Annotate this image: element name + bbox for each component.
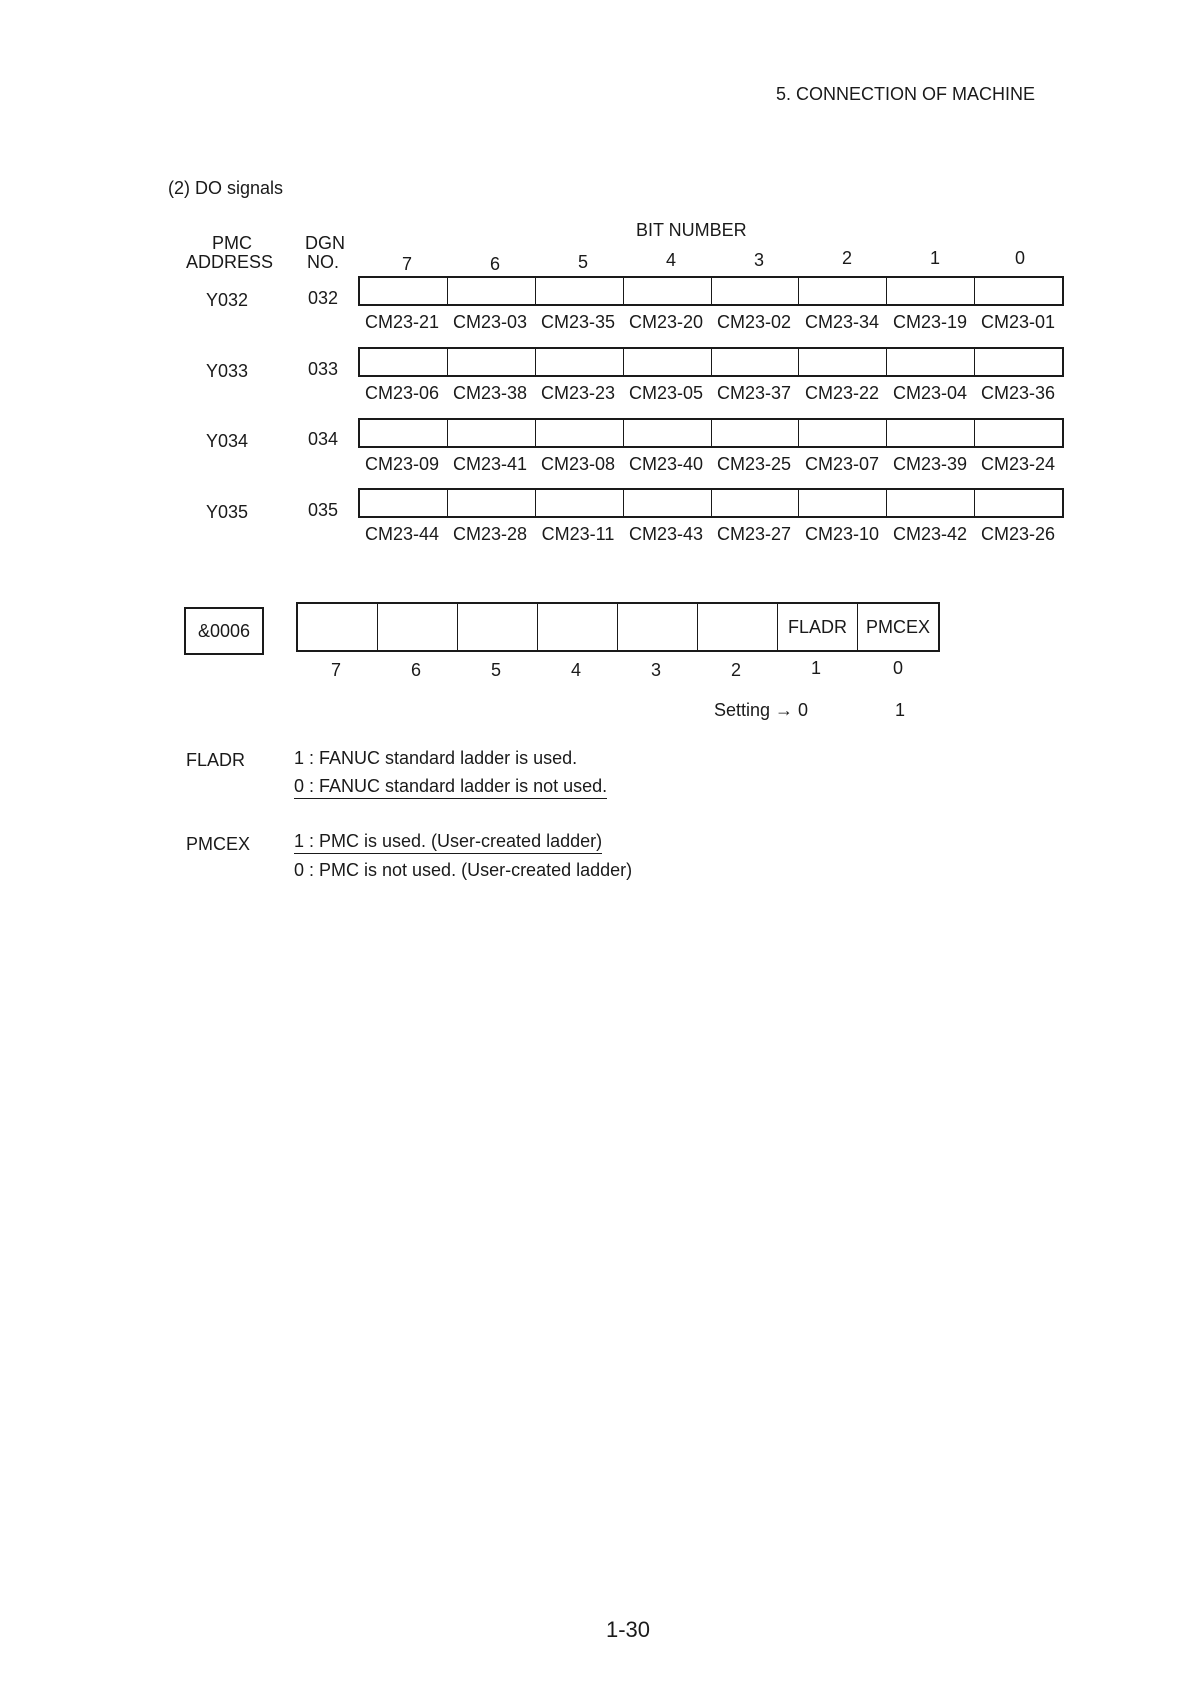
row-address: Y032: [206, 290, 249, 310]
param-bit-label: 7: [331, 660, 342, 680]
row-address: Y033: [206, 361, 249, 381]
connector-label: CM23-26: [980, 524, 1056, 544]
row-dgn: 034: [308, 429, 339, 449]
parameter-bit-box: [296, 602, 940, 652]
connector-label: CM23-37: [716, 383, 792, 403]
connector-label: CM23-28: [452, 524, 528, 544]
connector-label: CM23-27: [716, 524, 792, 544]
definition-line-selected: 1 : PMC is used. (User-created ladder): [294, 831, 602, 854]
address-header: ADDRESS: [186, 252, 274, 272]
param-bit-cell: [698, 604, 778, 650]
row-address: Y035: [206, 502, 249, 522]
connector-label: CM23-42: [892, 524, 968, 544]
bit-label: 5: [578, 252, 589, 272]
connector-label: CM23-06: [364, 383, 440, 403]
connector-label: CM23-21: [364, 312, 440, 332]
connector-label: CM23-25: [716, 454, 792, 474]
definition-name: FLADR: [186, 750, 246, 770]
connector-label: CM23-02: [716, 312, 792, 332]
connector-label: CM23-10: [804, 524, 880, 544]
connector-label: CM23-04: [892, 383, 968, 403]
page-number: 1-30: [606, 1617, 651, 1642]
connector-label: CM23-11: [541, 524, 615, 544]
param-bit-cell-fladr: FLADR: [778, 604, 858, 650]
connector-label: CM23-09: [364, 454, 440, 474]
row-dgn: 035: [308, 500, 339, 520]
param-bit-cell: [298, 604, 378, 650]
row-dgn: 033: [308, 359, 339, 379]
bit-cells-row: [358, 488, 1064, 518]
param-bit-label: 2: [731, 660, 742, 680]
connector-labels-row: [358, 454, 1062, 475]
connector-labels-row: [358, 524, 1062, 545]
definition-line: 1 : FANUC standard ladder is used.: [294, 748, 578, 768]
section-title: (2) DO signals: [168, 178, 284, 198]
row-address: Y034: [206, 431, 249, 451]
row-dgn: 032: [308, 288, 339, 308]
connector-label: CM23-07: [804, 454, 880, 474]
section-header: 5. CONNECTION OF MACHINE: [776, 84, 1036, 104]
connector-label: CM23-01: [980, 312, 1056, 332]
param-bit-cell: [378, 604, 458, 650]
connector-label: CM23-41: [452, 454, 528, 474]
connector-label: CM23-24: [980, 454, 1056, 474]
bit-label: 6: [490, 254, 501, 274]
bit-cells-row: [358, 347, 1064, 377]
bit-label: 0: [1015, 248, 1026, 268]
connector-label: CM23-40: [628, 454, 704, 474]
param-bit-label: 4: [571, 660, 582, 680]
bit-label: 7: [402, 254, 413, 274]
connector-labels-row: [358, 383, 1062, 404]
param-bit-label: 1: [811, 658, 822, 678]
connector-label: CM23-43: [628, 524, 704, 544]
definition-name: PMCEX: [186, 834, 251, 854]
bit-label: 1: [930, 248, 941, 268]
param-bit-label: 6: [411, 660, 422, 680]
param-bit-label: 3: [651, 660, 662, 680]
bit-cells-row: [358, 418, 1064, 448]
connector-label: CM23-05: [628, 383, 704, 403]
dgn-no-header: NO.: [307, 252, 340, 272]
connector-label: CM23-03: [452, 312, 528, 332]
connector-label: CM23-35: [540, 312, 616, 332]
bit-label: 3: [754, 250, 765, 270]
param-bit-cell-pmcex: PMCEX: [865, 616, 930, 637]
connector-label: CM23-38: [452, 383, 528, 403]
connector-label: CM23-44: [364, 524, 440, 544]
definition-line-selected: 0 : FANUC standard ladder is not used.: [294, 776, 607, 799]
connector-labels-row: [358, 312, 1062, 333]
param-bit-label: 0: [893, 658, 904, 678]
bit-label: 2: [842, 248, 853, 268]
bit-number-label: BIT NUMBER: [636, 220, 747, 240]
connector-label: CM23-19: [892, 312, 968, 332]
param-bit-cell: [458, 604, 538, 650]
setting-value: 1: [895, 700, 906, 720]
param-bit-label: 5: [491, 660, 502, 680]
connector-label: CM23-20: [628, 312, 704, 332]
connector-label: CM23-34: [804, 312, 880, 332]
param-bit-cell: [618, 604, 698, 650]
pmc-header: PMC: [212, 233, 252, 253]
definition-line: 0 : PMC is not used. (User-created ladder): [294, 860, 633, 880]
connector-label: CM23-08: [540, 454, 616, 474]
parameter-number: &0006: [184, 607, 264, 655]
setting-label: Setting → 0: [714, 700, 809, 720]
connector-label: CM23-39: [892, 454, 968, 474]
dgn-header: DGN: [305, 233, 345, 253]
connector-label: CM23-36: [980, 383, 1056, 403]
connector-label: CM23-22: [804, 383, 880, 403]
bit-label: 4: [666, 250, 677, 270]
param-bit-cell: [538, 604, 618, 650]
bit-cells-row: [358, 276, 1064, 306]
connector-label: CM23-23: [540, 383, 616, 403]
